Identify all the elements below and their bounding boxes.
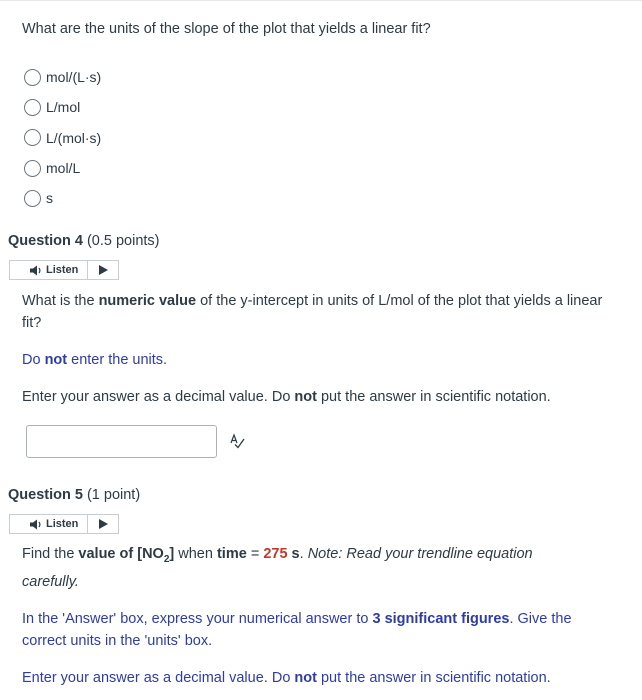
listen-button[interactable] (10, 515, 88, 533)
play-icon (99, 519, 108, 529)
text-segment: ] (169, 546, 175, 562)
option-mol-per-l[interactable] (24, 153, 101, 183)
text-segment: put the answer in scientific notation. (316, 670, 551, 686)
play-icon (99, 265, 108, 275)
option-label: L/(mol·s) (46, 129, 102, 146)
question-5-heading (8, 487, 140, 503)
question-5-title: Question 5 (8, 487, 83, 503)
text-bold-segment (78, 546, 175, 565)
radio-button[interactable] (24, 160, 41, 177)
top-divider (0, 0, 642, 1)
text-segment: put the answer in scientific notation. (316, 389, 551, 405)
text-segment: of the y-intercept in units of L/mol of the plot that yields a linear fit? (22, 293, 603, 331)
question-4-note (22, 349, 612, 371)
option-s[interactable] (24, 183, 101, 213)
text-segment: . (299, 546, 308, 562)
option-label: s (46, 190, 53, 207)
radio-button[interactable] (24, 190, 41, 207)
option-label: L/mol (46, 99, 81, 116)
italic-note: Note: Read your trendline equation carefully. (22, 546, 533, 590)
speaker-icon (29, 519, 43, 530)
listen-widget-q5 (9, 514, 119, 534)
question-4-heading (8, 233, 160, 249)
question-5-instruction-sigfigs (22, 608, 602, 652)
question-4-points: (0.5 points) (86, 233, 160, 249)
play-button[interactable] (88, 261, 118, 279)
option-l-per-mol[interactable] (24, 92, 101, 122)
listen-widget-q4 (9, 260, 119, 280)
text-bold-segment: s (287, 546, 300, 562)
speaker-icon (29, 265, 43, 276)
question-5-instruction-decimal (22, 667, 612, 689)
text-segment: In the 'Answer' box, express your numerical answer to (22, 611, 373, 627)
text-bold-segment: time (216, 546, 247, 562)
option-l-per-mol-s[interactable] (24, 123, 101, 153)
option-mol-per-l-s[interactable] (24, 62, 101, 92)
text-segment: Enter your answer as a decimal value. Do (22, 670, 295, 686)
text-segment: enter the units. (67, 352, 168, 368)
question-5-text (22, 543, 582, 593)
text-bold-segment: numeric value (98, 293, 197, 309)
question-3-text: What are the units of the slope of the plot that yields a linear fit? (22, 21, 431, 37)
spellcheck-icon[interactable] (229, 433, 245, 449)
question-5-points: (1 point) (86, 487, 141, 503)
text-bold-segment: 3 significant figures (372, 611, 510, 627)
highlighted-value: 275 (263, 546, 288, 562)
text-segment: = (246, 546, 264, 562)
listen-label: Listen (46, 518, 79, 530)
answer-input[interactable] (26, 425, 217, 458)
radio-button[interactable] (24, 99, 41, 116)
text-segment: What is the (22, 293, 99, 309)
question-4-title: Question 4 (8, 233, 83, 249)
play-button[interactable] (88, 515, 118, 533)
option-label: mol/L (46, 160, 81, 177)
listen-label: Listen (46, 264, 79, 276)
subscript: 2 (163, 553, 170, 565)
answer-options (24, 62, 101, 213)
radio-button[interactable] (24, 129, 41, 146)
text-segment: Do (22, 352, 45, 368)
text-bold-segment: not (44, 352, 68, 368)
text-segment: Find the (22, 546, 79, 562)
option-label: mol/(L·s) (46, 69, 102, 86)
text-segment: value of [NO (78, 546, 164, 562)
question-4-instruction (22, 386, 612, 408)
question-4-text (22, 290, 612, 334)
text-bold-segment: not (294, 389, 317, 405)
text-segment: Enter your answer as a decimal value. Do (22, 389, 295, 405)
text-bold-segment: not (294, 670, 317, 686)
text-segment: when (174, 546, 217, 562)
listen-button[interactable] (10, 261, 88, 279)
text-segment: . Give the correct units in the 'units' box. (22, 611, 572, 649)
radio-button[interactable] (24, 69, 41, 86)
